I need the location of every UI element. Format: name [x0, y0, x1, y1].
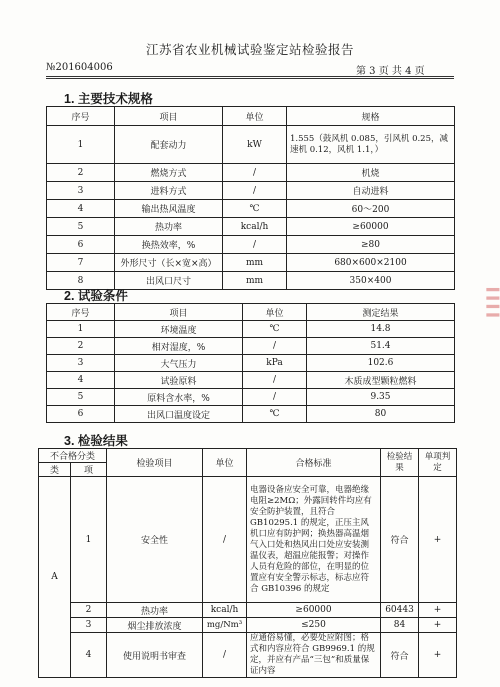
- cell: 自动进料: [287, 182, 455, 200]
- col-header: 单位: [223, 107, 287, 126]
- cell: 大气压力: [115, 355, 243, 372]
- cell: /: [243, 338, 307, 355]
- cell: 环境温度: [115, 321, 243, 338]
- cell: 应通俗易懂，必要处应附图；格式和内容应符合 GB9969.1 的规定，并应有产品“三包”和质量保证内容: [247, 633, 381, 678]
- cell: mm: [223, 254, 287, 272]
- category-class: A: [39, 477, 71, 678]
- cell: 9.35: [307, 389, 455, 406]
- cell: 使用说明书审查: [107, 633, 203, 678]
- col-header-judge: 单项判定: [419, 449, 457, 477]
- table-row: [47, 200, 455, 218]
- cell: 符合: [381, 477, 419, 603]
- cell: mm: [223, 272, 287, 290]
- col-header: 项目: [115, 107, 223, 126]
- section-spec-heading: 1. 主要技术规格: [64, 92, 153, 106]
- cell: /: [243, 372, 307, 389]
- cell: ≥60000: [247, 603, 381, 618]
- cell: 换热效率，%: [115, 236, 223, 254]
- col-header-check: 检验项目: [107, 449, 203, 477]
- table-header-row: [47, 107, 455, 126]
- cell: 2: [71, 603, 107, 618]
- table-row: [47, 236, 455, 254]
- cell: 配套动力: [115, 126, 223, 164]
- cell: 4: [47, 372, 115, 389]
- cell: kcal/h: [203, 603, 247, 618]
- table-row: [47, 406, 455, 423]
- cell: /: [223, 182, 287, 200]
- col-header: 规格: [287, 107, 455, 126]
- table-row: [39, 603, 457, 618]
- col-header: 序号: [47, 304, 115, 321]
- cell: +: [419, 633, 457, 678]
- cell: 安全性: [107, 477, 203, 603]
- cell: 试验原料: [115, 372, 243, 389]
- cell: 80: [307, 406, 455, 423]
- cell: 8: [47, 272, 115, 290]
- cell: +: [419, 618, 457, 633]
- section-results-heading: 3. 检验结果: [64, 434, 128, 448]
- cell: 木质成型颗粒燃料: [307, 372, 455, 389]
- cell: 14.8: [307, 321, 455, 338]
- cell: +: [419, 603, 457, 618]
- col-header-class: 类: [39, 463, 71, 477]
- table-header-row: [39, 449, 457, 463]
- cell: ≤250: [247, 618, 381, 633]
- cell: 5: [47, 218, 115, 236]
- table-row: [47, 126, 455, 164]
- col-header: 序号: [47, 107, 115, 126]
- cell: 3: [71, 618, 107, 633]
- cell: 燃烧方式: [115, 164, 223, 182]
- cell: 热功率: [107, 603, 203, 618]
- cell: 84: [381, 618, 419, 633]
- cell: 热功率: [115, 218, 223, 236]
- table-row: [47, 182, 455, 200]
- table-row: [47, 321, 455, 338]
- cell: 6: [47, 406, 115, 423]
- cell: kW: [223, 126, 287, 164]
- spec-table: [46, 106, 455, 290]
- cell: kcal/h: [223, 218, 287, 236]
- col-header: 测定结果: [307, 304, 455, 321]
- cell: 烟尘排放浓度: [107, 618, 203, 633]
- cell: 5: [47, 389, 115, 406]
- cell: mg/Nm³: [203, 618, 247, 633]
- cell: 出风口尺寸: [115, 272, 223, 290]
- cell: ≥80: [287, 236, 455, 254]
- cell: 4: [47, 200, 115, 218]
- cell: /: [223, 236, 287, 254]
- header-rule: [46, 76, 454, 77]
- cell: /: [223, 164, 287, 182]
- cell: ≥60000: [287, 218, 455, 236]
- cell: 350×400: [287, 272, 455, 290]
- report-number: №201604006: [46, 62, 113, 73]
- cell: 1.555（鼓风机 0.085，引风机 0.25，减速机 0.12，风机 1.1，）: [287, 126, 455, 164]
- cell: 7: [47, 254, 115, 272]
- page-number: 第 3 页 共 4 页: [356, 66, 425, 77]
- cell: 60～200: [287, 200, 455, 218]
- document-title: 江苏省农业机械试验鉴定站检验报告: [145, 43, 354, 57]
- cell: 外形尺寸（长×宽×高）: [115, 254, 223, 272]
- cell: 3: [47, 182, 115, 200]
- cell: 6: [47, 236, 115, 254]
- table-row: [39, 633, 457, 678]
- cell: 680×600×2100: [287, 254, 455, 272]
- section-conditions-heading: 2. 试验条件: [64, 289, 128, 303]
- col-header-item: 项: [71, 463, 107, 477]
- table-header-row: [47, 304, 455, 321]
- cell: 4: [71, 633, 107, 678]
- cell: kPa: [243, 355, 307, 372]
- cell: 原料含水率，%: [115, 389, 243, 406]
- col-header: 单位: [243, 304, 307, 321]
- col-header-unit: 单位: [203, 449, 247, 477]
- conditions-table: [46, 303, 455, 423]
- cell: 2: [47, 164, 115, 182]
- cell: /: [203, 477, 247, 603]
- cell: 符合: [381, 633, 419, 678]
- cell: 出风口温度设定: [115, 406, 243, 423]
- cell: /: [243, 389, 307, 406]
- cell: /: [203, 633, 247, 678]
- results-table: [38, 448, 457, 678]
- table-row: [47, 218, 455, 236]
- cell: 60443: [381, 603, 419, 618]
- cell: 输出热风温度: [115, 200, 223, 218]
- table-row: [39, 477, 457, 603]
- header-rule: [46, 78, 454, 79]
- seal-stamp-edge: ▍▍▍▍: [486, 288, 499, 322]
- table-row: [47, 389, 455, 406]
- cell: 3: [47, 355, 115, 372]
- cell: 进料方式: [115, 182, 223, 200]
- cell: +: [419, 477, 457, 603]
- table-row: [47, 164, 455, 182]
- cell: 1: [71, 477, 107, 603]
- col-header: 项目: [115, 304, 243, 321]
- table-row: [39, 618, 457, 633]
- cell: 电器设备应安全可靠，电器绝缘电阻≥2MΩ；外露回转件均应有安全防护装置，且符合 GB10295.1 的规定，正压主风机口应有防护网；换热器高温烟气入口处和热风出口处应安装测温仪表，超温应能报警；对操作人员有危险的部位，在明显的位置应有安全警示标志，标志应符合 GB10396 的规定: [247, 477, 381, 603]
- cell: ℃: [223, 200, 287, 218]
- cell: ℃: [243, 321, 307, 338]
- table-row: [47, 355, 455, 372]
- cell: 机烧: [287, 164, 455, 182]
- col-header-standard: 合格标准: [247, 449, 381, 477]
- table-row: [47, 254, 455, 272]
- cell: 102.6: [307, 355, 455, 372]
- cell: 相对湿度，%: [115, 338, 243, 355]
- cell: 1: [47, 321, 115, 338]
- cell: 51.4: [307, 338, 455, 355]
- table-row: [47, 338, 455, 355]
- cell: 1: [47, 126, 115, 164]
- col-header-category: 不合格分类: [39, 449, 107, 463]
- cell: 2: [47, 338, 115, 355]
- cell: ℃: [243, 406, 307, 423]
- col-header-result: 检验结果: [381, 449, 419, 477]
- table-row: [47, 372, 455, 389]
